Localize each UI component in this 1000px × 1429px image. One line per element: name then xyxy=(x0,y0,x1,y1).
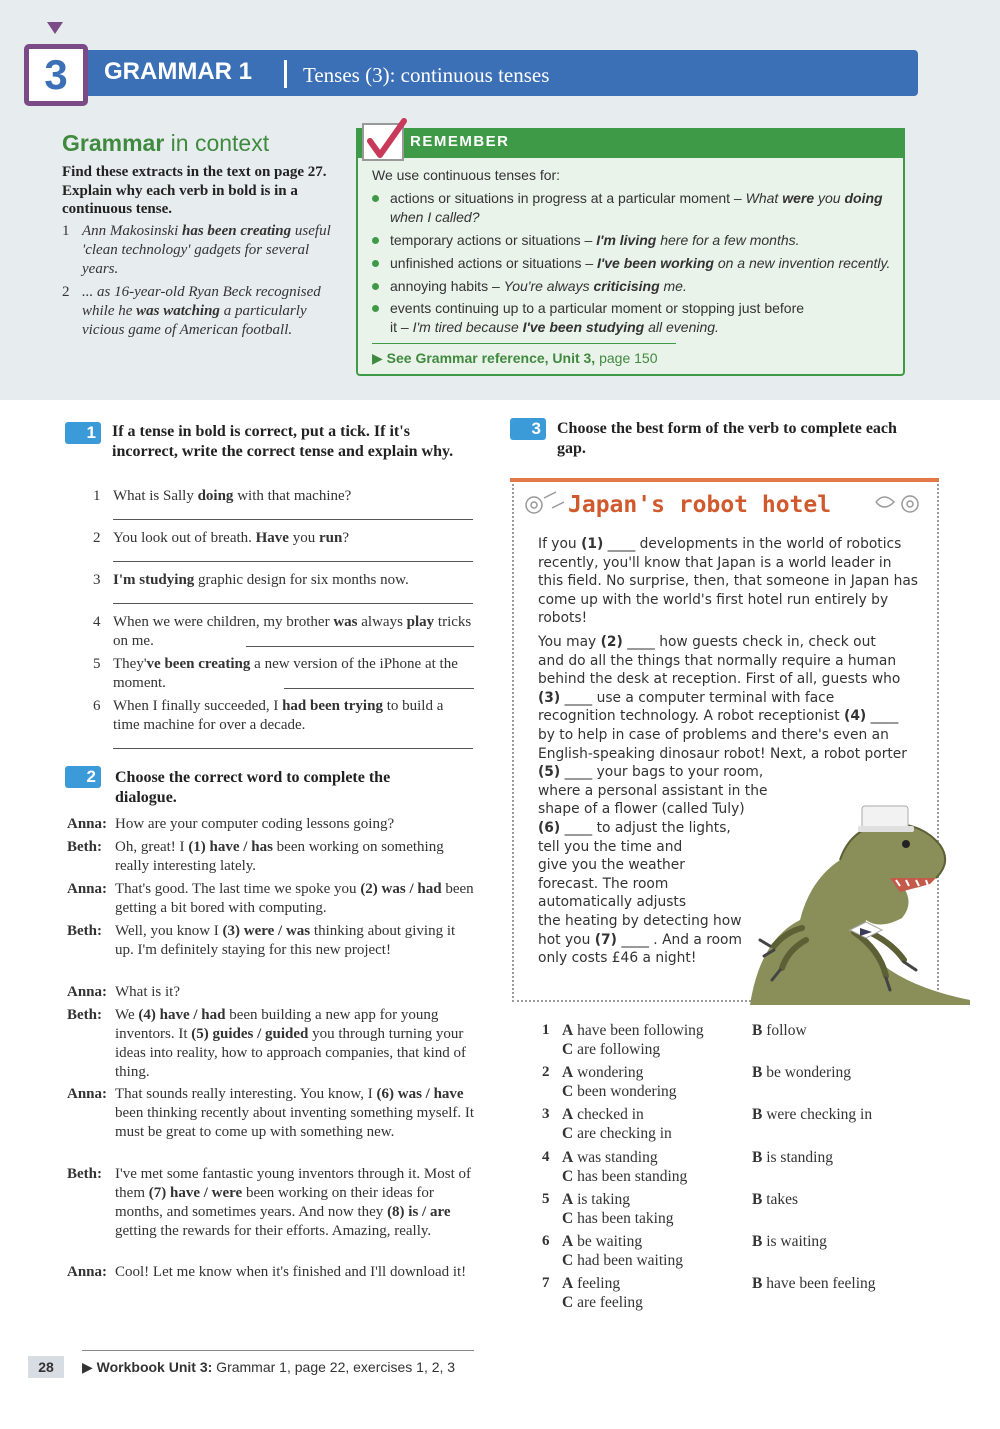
word-choice[interactable]: (4) have / had xyxy=(138,1007,226,1023)
word-choice[interactable]: (1) have / has xyxy=(188,839,273,855)
unit-number: 3 xyxy=(44,51,68,98)
grammar-in-context-heading: Grammar in context xyxy=(62,130,270,156)
option-a[interactable]: A be waiting xyxy=(562,1233,643,1250)
play-arrow-icon: ▶ xyxy=(372,350,387,366)
option-c[interactable]: C has been taking xyxy=(562,1209,674,1227)
article-line: where a personal assistant in the xyxy=(538,782,768,799)
exercise-3-instruction: Choose the best form of the verb to complete each gap. xyxy=(557,420,897,457)
speaker-name: Beth: xyxy=(67,923,102,939)
option-a[interactable]: A feeling xyxy=(562,1275,621,1293)
remember-point: annoying habits – You're always criticising me. xyxy=(372,277,892,296)
word-choice[interactable]: (8) is / are xyxy=(387,1204,451,1220)
exercise-2-number: 2 xyxy=(65,766,101,788)
dialogue-line: Beth: Oh, great! I (1) have / has been working on something really interesting lately. xyxy=(67,839,444,874)
option-number: 2 xyxy=(542,1064,550,1081)
option-c[interactable]: C are checking in xyxy=(562,1125,672,1143)
context-extract-2: 2 ... as 16-year-old Ryan Beck recognised while he was watching a particularly vicious game of American football. xyxy=(62,284,321,338)
word-choice[interactable]: (2) was / had xyxy=(360,881,442,897)
option-a[interactable]: A was standing xyxy=(562,1148,658,1166)
exercise-1-number: 1 xyxy=(65,422,101,444)
option-b[interactable]: B follow xyxy=(752,1022,807,1039)
unit-number-badge xyxy=(24,44,88,106)
article-line: give you the weather xyxy=(538,857,685,874)
article-title: Japan's robot hotel xyxy=(568,492,832,518)
exercise-1-item: 5 They've been creating a new version of the iPhone at the moment. xyxy=(93,656,458,691)
word-choice[interactable]: (3) were / was xyxy=(222,923,311,939)
article-line: English-speaking dinosaur robot! Next, a robot porter xyxy=(538,745,907,762)
article-line: hot you (7) ____ . And a room xyxy=(538,931,742,948)
exercise-1-item: 2 You look out of breath. Have you run? xyxy=(93,530,349,546)
article-line: automatically adjusts xyxy=(538,894,687,911)
article-line: tell you the time and xyxy=(538,838,683,855)
dialogue-line: Anna: That sounds really interesting. You know, I (6) was / have been thinking recently about inventing something myself. It must be great to come up with something new. xyxy=(67,1086,475,1140)
option-number: 5 xyxy=(542,1190,550,1207)
article-line: shape of a flower (called Tuly) xyxy=(538,801,745,818)
article-top-border xyxy=(510,478,939,482)
dialogue-line: Beth: I've met some fantastic young inventors through it. Most of them (7) have / were been working on their ideas for months, and sometimes years. And now they (8) is / are getting the rewards for their efforts. Amazing, really. xyxy=(67,1166,471,1239)
remember-point: unfinished actions or situations – I've been working on a new invention recently. xyxy=(372,254,892,273)
speaker-name: Anna: xyxy=(67,881,108,897)
remember-point: temporary actions or situations – I'm living here for a few months. xyxy=(372,231,892,250)
article-paragraph-1: If you (1) ____ developments in the world of robotics recently, you'll know that Japan is a world leader in this field. No surprise, then, that someone in Japan has come up with the world's first hotel run entirely by robots! xyxy=(538,536,918,627)
option-b[interactable]: B be wondering xyxy=(752,1064,852,1082)
triangle-marker-icon xyxy=(47,22,63,34)
exercise-1-item: 1 What is Sally doing with that machine? xyxy=(93,488,352,504)
reference-divider xyxy=(372,343,676,344)
option-number: 1 xyxy=(542,1022,550,1038)
context-extract-1: 1 Ann Makosinski has been creating useful 'clean technology' gadgets for several years. xyxy=(62,223,331,277)
dialogue-line: Anna: Cool! Let me know when it's finished and I'll download it! xyxy=(67,1264,467,1280)
dialogue-line: Beth: We (4) have / had been building a new app for young inventors. It (5) guides / guided you through turning your ideas into reality, how to approach companies, that kind of thing. xyxy=(67,1007,467,1080)
option-a[interactable]: A wondering xyxy=(562,1064,644,1082)
option-b[interactable]: B is waiting xyxy=(752,1233,827,1250)
article-line: (6) ____ to adjust the lights, xyxy=(538,820,731,836)
robot-arm-icon xyxy=(874,488,924,518)
speaker-name: Anna: xyxy=(67,1086,108,1102)
grammar-in-context-instruction: Find these extracts in the text on page 27. Explain why each verb in bold is in a continuous tense. xyxy=(62,164,327,217)
article-line: forecast. The room xyxy=(538,875,669,892)
word-choice[interactable]: (5) guides / guided xyxy=(191,1026,309,1042)
article-line: You may (2) ____ how guests check in, check out xyxy=(538,634,876,650)
title-divider xyxy=(284,60,287,88)
word-choice[interactable]: (7) have / were xyxy=(148,1185,243,1201)
checkmark-icon xyxy=(366,117,408,161)
option-a[interactable]: A have been following xyxy=(562,1022,704,1039)
option-c[interactable]: C has been standing xyxy=(562,1167,688,1185)
speaker-name: Anna: xyxy=(67,984,108,1000)
article-line: and do all the things that normally require a human xyxy=(538,652,897,669)
option-a[interactable]: A is taking xyxy=(562,1190,631,1208)
exercise-2-instruction: Choose the correct word to complete the dialogue. xyxy=(115,769,391,806)
exercise-1-item: 6 When I finally succeeded, I had been trying to build a time machine for over a decade. xyxy=(93,698,444,733)
answer-line[interactable] xyxy=(113,519,473,520)
footer-divider xyxy=(82,1350,474,1351)
section-title: GRAMMAR 1 xyxy=(104,58,252,85)
exercise-1-item: 4 When we were children, my brother was always play tricks on me. xyxy=(93,614,472,649)
remember-box xyxy=(356,128,905,376)
option-a[interactable]: A checked in xyxy=(562,1106,644,1124)
remember-point: actions or situations in progress at a particular moment – What were you doing when I called? xyxy=(372,189,892,227)
article-line: only costs £46 a night! xyxy=(538,950,697,967)
exercise-3-number: 3 xyxy=(510,418,546,440)
exercise-1-instruction: If a tense in bold is correct, put a tick. If it's incorrect, write the correct tense and explain why. xyxy=(112,423,454,460)
answer-line[interactable] xyxy=(113,561,473,562)
article-line: (5) ____ your bags to your room, xyxy=(538,764,764,781)
option-b[interactable]: B takes xyxy=(752,1190,799,1208)
option-c[interactable]: C are feeling xyxy=(562,1294,643,1312)
article-line: behind the desk at reception. First of all, guests who xyxy=(538,671,901,688)
exercise-1-item: 3 I'm studying graphic design for six months now. xyxy=(93,572,409,588)
option-c[interactable]: C are following xyxy=(562,1041,661,1058)
dialogue-line: Anna: That's good. The last time we spoke you (2) was / had been getting a bit bored with computing. xyxy=(67,881,474,916)
speaker-name: Beth: xyxy=(67,1166,102,1182)
option-b[interactable]: B have been feeling xyxy=(752,1275,876,1293)
dialogue-line: Beth: Well, you know I (3) were / was thinking about giving it up. I'm definitely staying for this new project! xyxy=(67,923,456,958)
page-number: 28 xyxy=(28,1356,64,1378)
option-c[interactable]: C had been waiting xyxy=(562,1252,683,1269)
grammar-reference-link[interactable]: ▶ See Grammar reference, Unit 3, page 150 xyxy=(372,350,658,366)
article-line: (3) ____ use a computer terminal with face xyxy=(538,689,835,706)
article-line: recognition technology. A robot receptionist (4) ____ xyxy=(538,708,899,725)
answer-line[interactable] xyxy=(284,688,474,689)
option-number: 4 xyxy=(542,1148,550,1165)
answer-line[interactable] xyxy=(113,748,473,749)
gear-icon xyxy=(522,488,566,518)
dialogue-line: Anna: How are your computer coding lessons going? xyxy=(67,816,395,832)
speaker-name: Anna: xyxy=(67,1264,108,1280)
remember-intro: We use continuous tenses for: xyxy=(372,167,561,183)
remember-title: REMEMBER xyxy=(410,133,510,150)
option-b[interactable]: B is standing xyxy=(752,1148,833,1166)
speaker-name: Beth: xyxy=(67,1007,102,1023)
workbook-reference[interactable]: ▶ Workbook Unit 3: Grammar 1, page 22, exercises 1, 2, 3 xyxy=(82,1359,456,1375)
speaker-name: Beth: xyxy=(67,839,102,855)
article-line: by to help in case of problems and there's even an xyxy=(538,727,889,743)
speaker-name: Anna: xyxy=(67,816,108,832)
dinosaur-robot-image xyxy=(690,800,970,1005)
play-arrow-icon: ▶ xyxy=(82,1359,97,1375)
section-subtitle: Tenses (3): continuous tenses xyxy=(303,63,550,87)
dialogue-line: Anna: What is it? xyxy=(67,984,180,1000)
option-c[interactable]: C been wondering xyxy=(562,1083,677,1101)
option-b[interactable]: B were checking in xyxy=(752,1106,873,1124)
remember-point: events continuing up to a particular moment or stopping just before it – I'm tired because I've been studying all evening. xyxy=(372,299,812,337)
option-number: 6 xyxy=(542,1233,550,1249)
word-choice[interactable]: (6) was / have xyxy=(376,1086,464,1102)
answer-line[interactable] xyxy=(246,646,474,647)
option-number: 7 xyxy=(542,1275,550,1292)
option-number: 3 xyxy=(542,1106,550,1123)
answer-line[interactable] xyxy=(113,603,473,604)
article-line: the heating by detecting how xyxy=(538,913,742,929)
